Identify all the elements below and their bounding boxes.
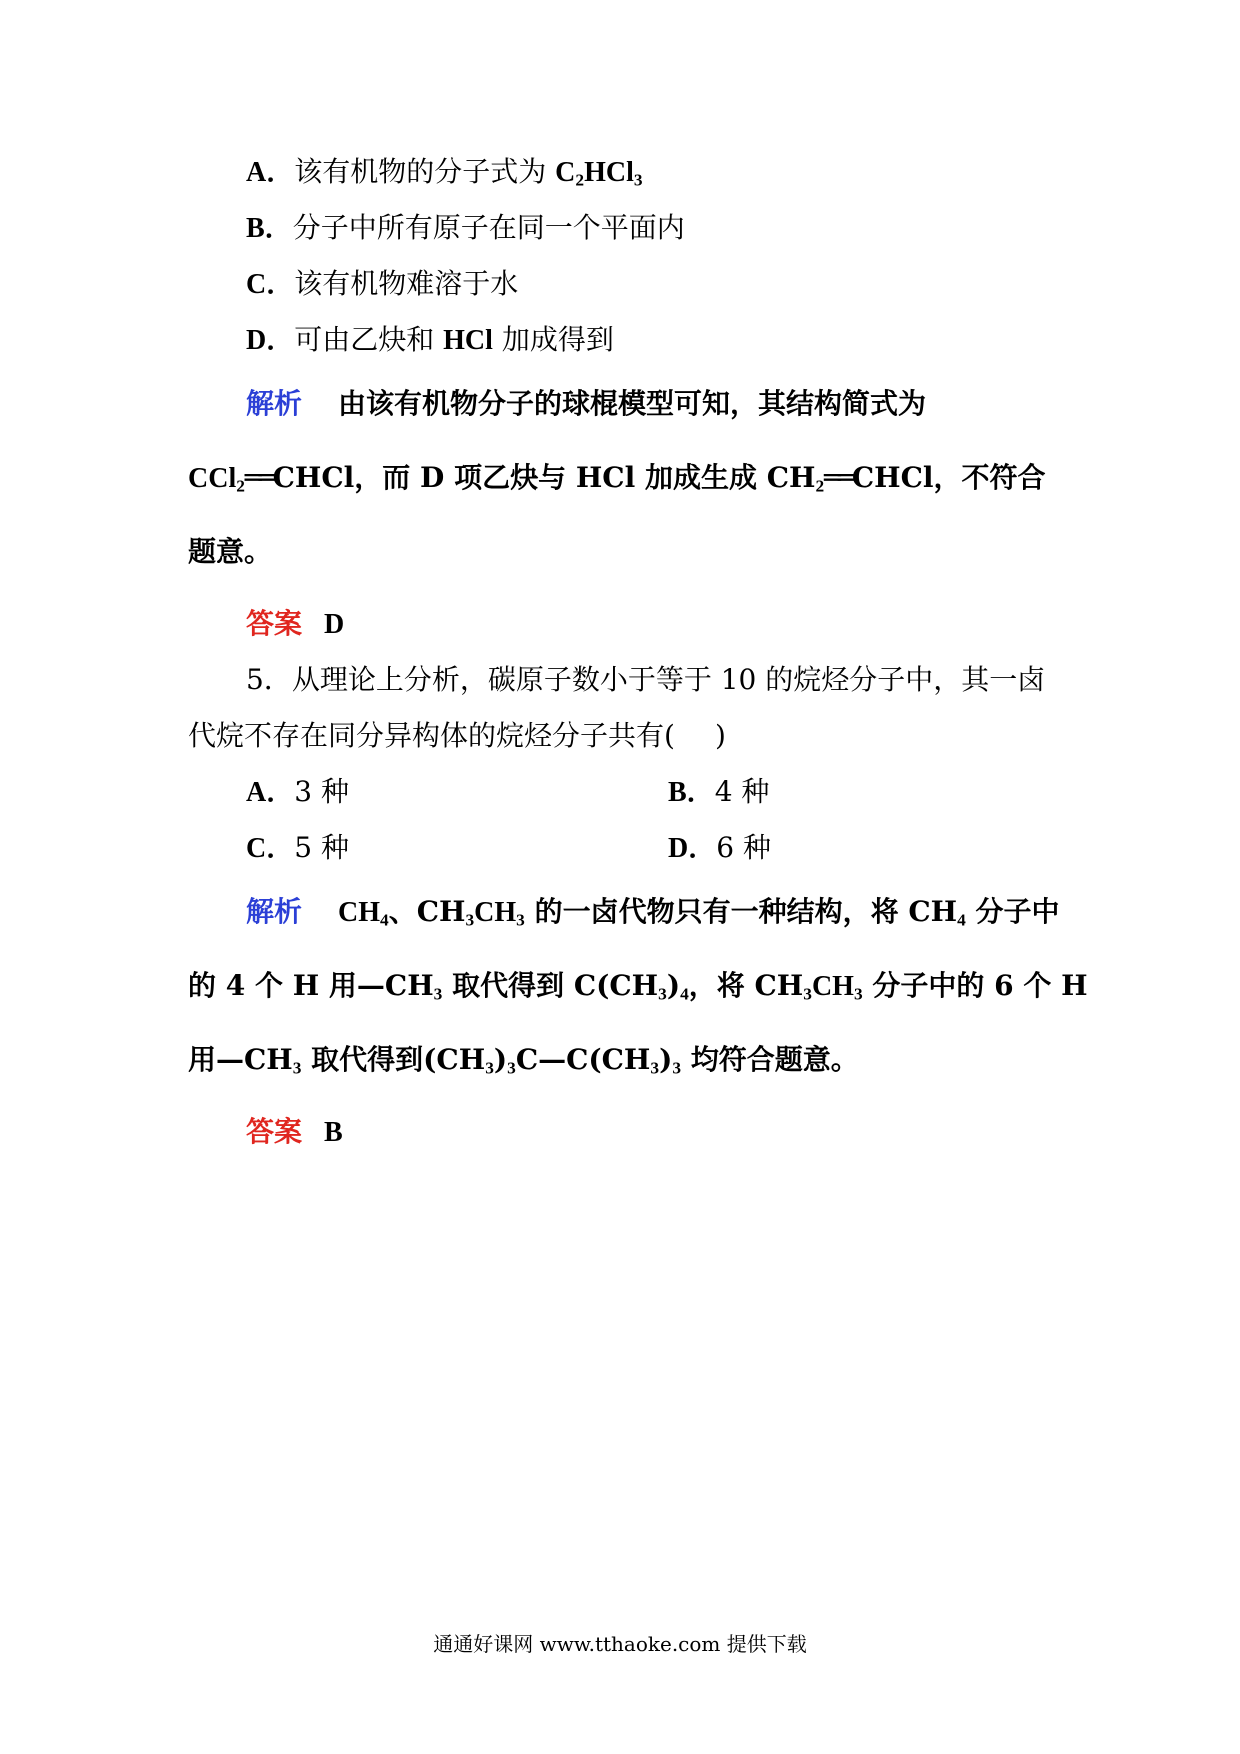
formula-subscript: 3 [803, 984, 812, 1004]
option-text: 6 种 [716, 831, 771, 864]
q4-option-d [246, 320, 614, 361]
option-text: 4 种 [714, 775, 770, 808]
option-text: 3 种 [294, 775, 349, 808]
formula-subscript: 4 [680, 984, 689, 1004]
formula-subscript: 4 [380, 910, 389, 930]
formula-subscript: 3 [485, 1058, 494, 1078]
formula-subscript: 2 [815, 476, 825, 496]
answer-label: 答案 [246, 1115, 303, 1148]
answer-value: D [324, 609, 345, 640]
analysis-text: 由该有机物分子的球棍模型可知，其结构简式为 [338, 387, 927, 420]
formula-subscript: 3 [672, 1058, 681, 1078]
option-text: 可由乙炔和 [294, 323, 444, 356]
analysis-text: CHCl，不符合 [851, 461, 1046, 494]
formula-part: CH [811, 971, 854, 1002]
formula-subscript: 3 [507, 1058, 516, 1078]
option-text: 该有机物的分子式为 [294, 155, 556, 188]
analysis-text: 的一卤代物只有一种结构，将 CH [524, 895, 958, 928]
formula-subscript: 3 [433, 984, 443, 1004]
option-text: 5 种 [294, 831, 349, 864]
q4-analysis-line-3 [188, 532, 272, 572]
analysis-text: 分子中的 6 个 H [862, 969, 1088, 1002]
formula-part: HCl [584, 157, 634, 188]
formula-part: C [555, 157, 576, 188]
option-letter: C． [246, 833, 295, 864]
formula-subscript: 2 [575, 170, 585, 190]
page-footer: 通通好课网 www.tthaoke.com 提供下载 [433, 1632, 807, 1656]
q4-option-a [246, 152, 643, 193]
option-text: 该有机物难溶于水 [294, 267, 519, 300]
formula-subscript: 4 [957, 910, 966, 930]
formula-part: ) [493, 1043, 508, 1076]
formula-subscript: 3 [650, 1058, 660, 1078]
double-bond: ══ [824, 461, 852, 494]
formula-subscript: 3 [658, 984, 667, 1004]
analysis-text: 均符合题意。 [681, 1043, 859, 1076]
q5-stem-line-2 [188, 716, 726, 756]
q4-option-b [246, 208, 685, 249]
q4-analysis-line-1 [246, 384, 926, 424]
q5-analysis-line-1 [246, 892, 1060, 933]
analysis-text: 取代得到(CH [301, 1043, 486, 1076]
formula-subscript: 2 [236, 476, 245, 496]
option-text: 加成得到 [492, 323, 614, 356]
option-letter: A． [246, 157, 295, 188]
q4-option-c [246, 264, 518, 305]
q5-option-d [668, 828, 771, 869]
q5-option-a [246, 772, 349, 813]
formula-part: HCl [443, 325, 493, 356]
formula-part: ) [659, 1043, 673, 1076]
question-text: 5．从理论上分析，碳原子数小于等于 10 的烷烃分子中，其一卤 [246, 663, 1046, 696]
analysis-text: 分子中 [965, 895, 1060, 928]
option-letter: B． [668, 777, 715, 808]
analysis-text: ，将 CH [688, 969, 804, 1002]
double-bond: ══ [244, 461, 273, 494]
option-letter: D． [668, 833, 717, 864]
q5-stem-line-1 [246, 660, 1045, 700]
q5-analysis-line-3 [188, 1040, 859, 1080]
q4-analysis-line-2 [188, 458, 1046, 499]
q5-analysis-line-2 [188, 966, 1088, 1007]
analysis-text: 的 4 个 H 用—CH [188, 969, 434, 1002]
formula-part: CCl [188, 463, 237, 494]
formula-part: CH [474, 897, 517, 928]
formula-part: ) [666, 969, 681, 1002]
question-text: 代烷不存在同分异构体的烷烃分子共有( [188, 719, 675, 752]
option-letter: D． [246, 325, 295, 356]
option-letter: A． [246, 777, 295, 808]
formula-subscript: 3 [516, 910, 525, 930]
answer-label: 答案 [246, 607, 303, 640]
analysis-text: 取代得到 C(CH [442, 969, 659, 1002]
formula-part: C—C(CH [515, 1043, 651, 1076]
formula-subscript: 3 [465, 910, 475, 930]
option-text: 分子中所有原子在同一个平面内 [292, 211, 685, 244]
option-letter: C． [246, 269, 295, 300]
q5-option-b [668, 772, 769, 813]
answer-value: B [324, 1117, 343, 1148]
analysis-text: 、CH [388, 895, 466, 928]
q5-answer [246, 1112, 343, 1153]
analysis-label: 解析 [246, 895, 303, 928]
analysis-text: CHCl，而 D 项乙炔与 HCl 加成生成 CH [272, 461, 816, 494]
analysis-label: 解析 [246, 387, 303, 420]
formula-part: CH [338, 897, 381, 928]
formula-subscript: 3 [292, 1058, 302, 1078]
formula-subscript: 3 [853, 984, 863, 1004]
q5-option-c [246, 828, 349, 869]
question-text: ) [714, 719, 726, 752]
analysis-text: 用—CH [188, 1043, 293, 1076]
analysis-text: 题意。 [188, 535, 273, 568]
formula-subscript: 3 [633, 170, 643, 190]
option-letter: B． [246, 213, 293, 244]
q4-answer [246, 604, 344, 645]
